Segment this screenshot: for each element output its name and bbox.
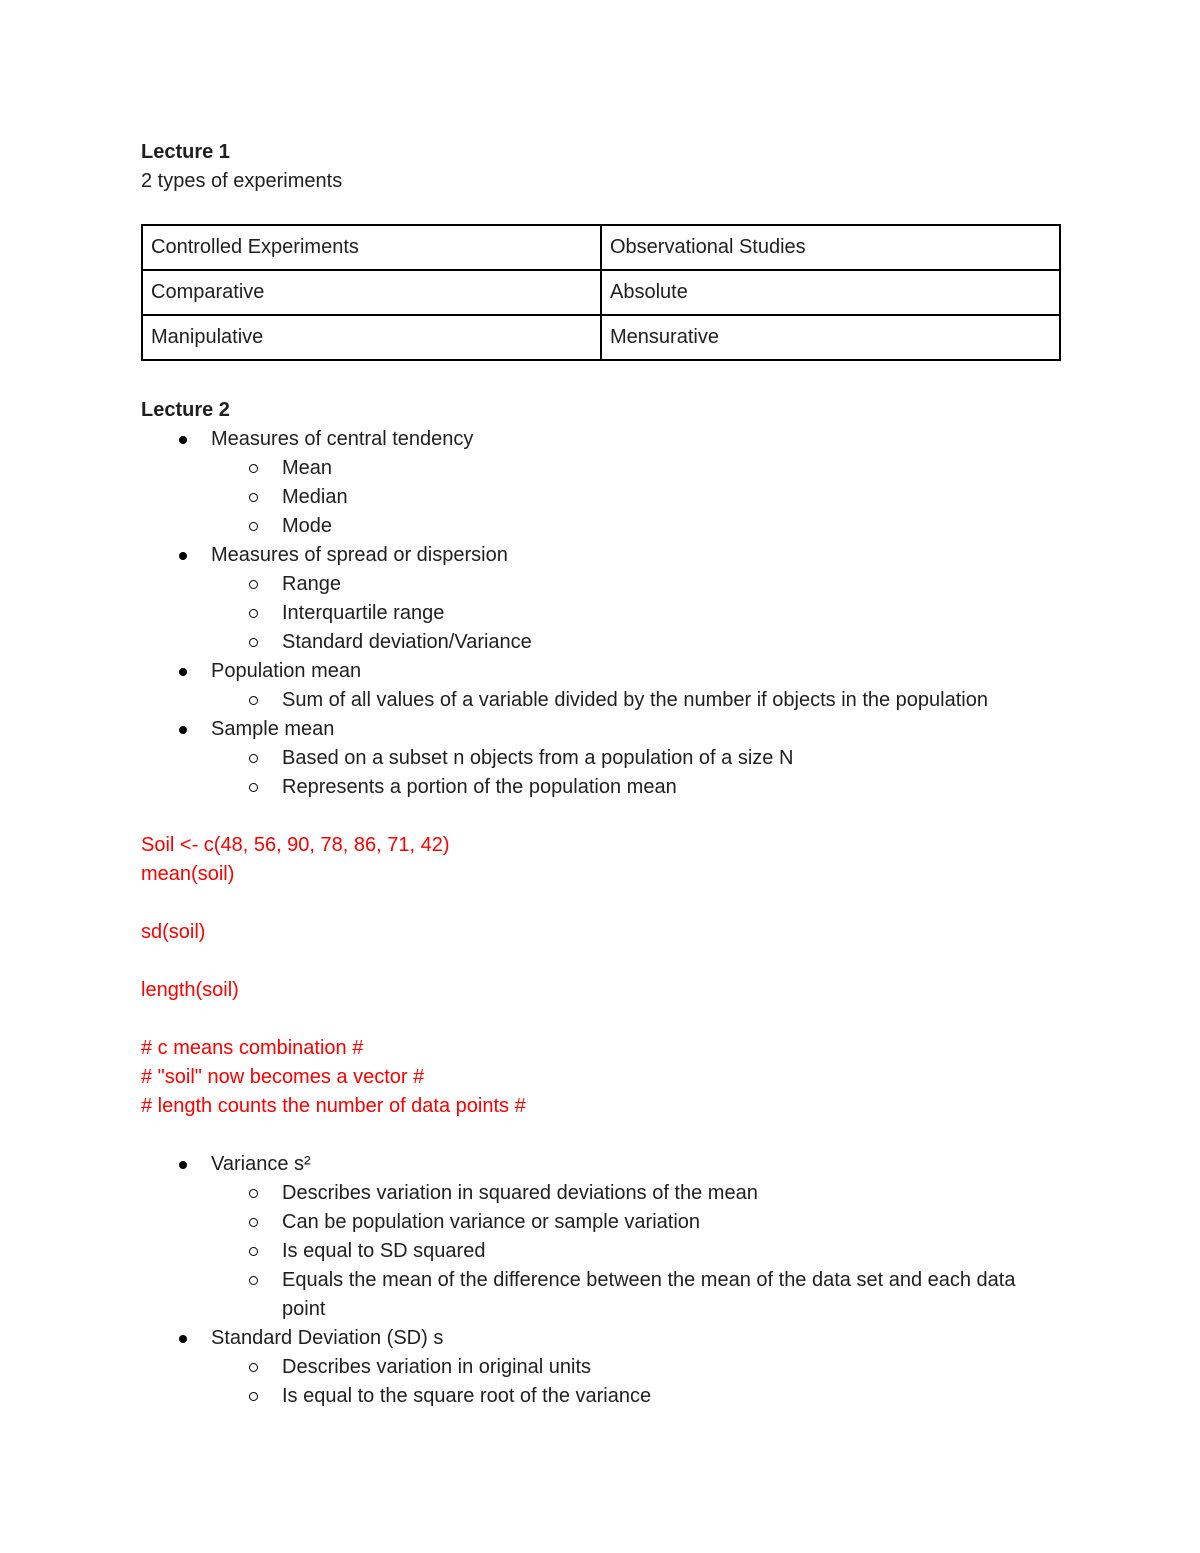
table-row: [142, 270, 1060, 315]
code-line: mean(soil): [141, 863, 235, 885]
list-item: Standard deviation/Variance: [141, 628, 1061, 657]
code-comment: # c means combination #: [141, 1037, 364, 1059]
list-item: Measures of central tendency: [141, 425, 1061, 454]
spacer: [141, 947, 1061, 976]
list-item: Range: [141, 570, 1061, 599]
lecture-2-section: [141, 396, 1061, 1411]
list-item: Population mean: [141, 657, 1061, 686]
code-comment: # "soil" now becomes a vector #: [141, 1066, 425, 1088]
list-item: Sample mean: [141, 715, 1061, 744]
lecture-1-subtitle: 2 types of experiments: [141, 170, 343, 192]
table-cell: Manipulative: [142, 315, 601, 360]
experiment-types-table: [141, 224, 1061, 361]
lecture-1-header: [141, 138, 1061, 196]
r-code-block: [141, 831, 1061, 1121]
table-cell: Mensurative: [601, 315, 1060, 360]
table-row: [142, 315, 1060, 360]
list-item: Median: [141, 483, 1061, 512]
list-item: Mode: [141, 512, 1061, 541]
list-item: Describes variation in squared deviations of the mean: [141, 1179, 1061, 1208]
list-item: Measures of spread or dispersion: [141, 541, 1061, 570]
list-item: Can be population variance or sample variation: [141, 1208, 1061, 1237]
table-row: [142, 225, 1060, 270]
spacer: [141, 1121, 1061, 1150]
list-item: Interquartile range: [141, 599, 1061, 628]
table-cell: Controlled Experiments: [142, 225, 601, 270]
table-cell: Absolute: [601, 270, 1060, 315]
list-item: Describes variation in original units: [141, 1353, 1061, 1382]
variance-list: [141, 1150, 1061, 1411]
list-item: Variance s²: [141, 1150, 1061, 1179]
list-item: Standard Deviation (SD) s: [141, 1324, 1061, 1353]
spacer: [141, 1005, 1061, 1034]
spacer: [141, 889, 1061, 918]
code-line: Soil <- c(48, 56, 90, 78, 86, 71, 42): [141, 834, 450, 856]
list-item: Equals the mean of the difference between the mean of the data set and each data point: [141, 1266, 1062, 1324]
list-item: Is equal to the square root of the variance: [141, 1382, 1061, 1411]
code-comment: # length counts the number of data points #: [141, 1095, 526, 1117]
list-item: Based on a subset n objects from a population of a size N: [141, 744, 1061, 773]
lecture-2-title: Lecture 2: [141, 399, 230, 421]
lecture-1-title: Lecture 1: [141, 141, 230, 163]
spacer: [141, 802, 1061, 831]
table-cell: Observational Studies: [601, 225, 1060, 270]
list-item: Is equal to SD squared: [141, 1237, 1061, 1266]
table-cell: Comparative: [142, 270, 601, 315]
code-line: length(soil): [141, 979, 239, 1001]
code-line: sd(soil): [141, 921, 206, 943]
list-item: Represents a portion of the population mean: [141, 773, 1061, 802]
list-item: Sum of all values of a variable divided by the number if objects in the population: [141, 686, 1061, 715]
list-item: Mean: [141, 454, 1061, 483]
central-tendency-list: [141, 425, 1061, 802]
